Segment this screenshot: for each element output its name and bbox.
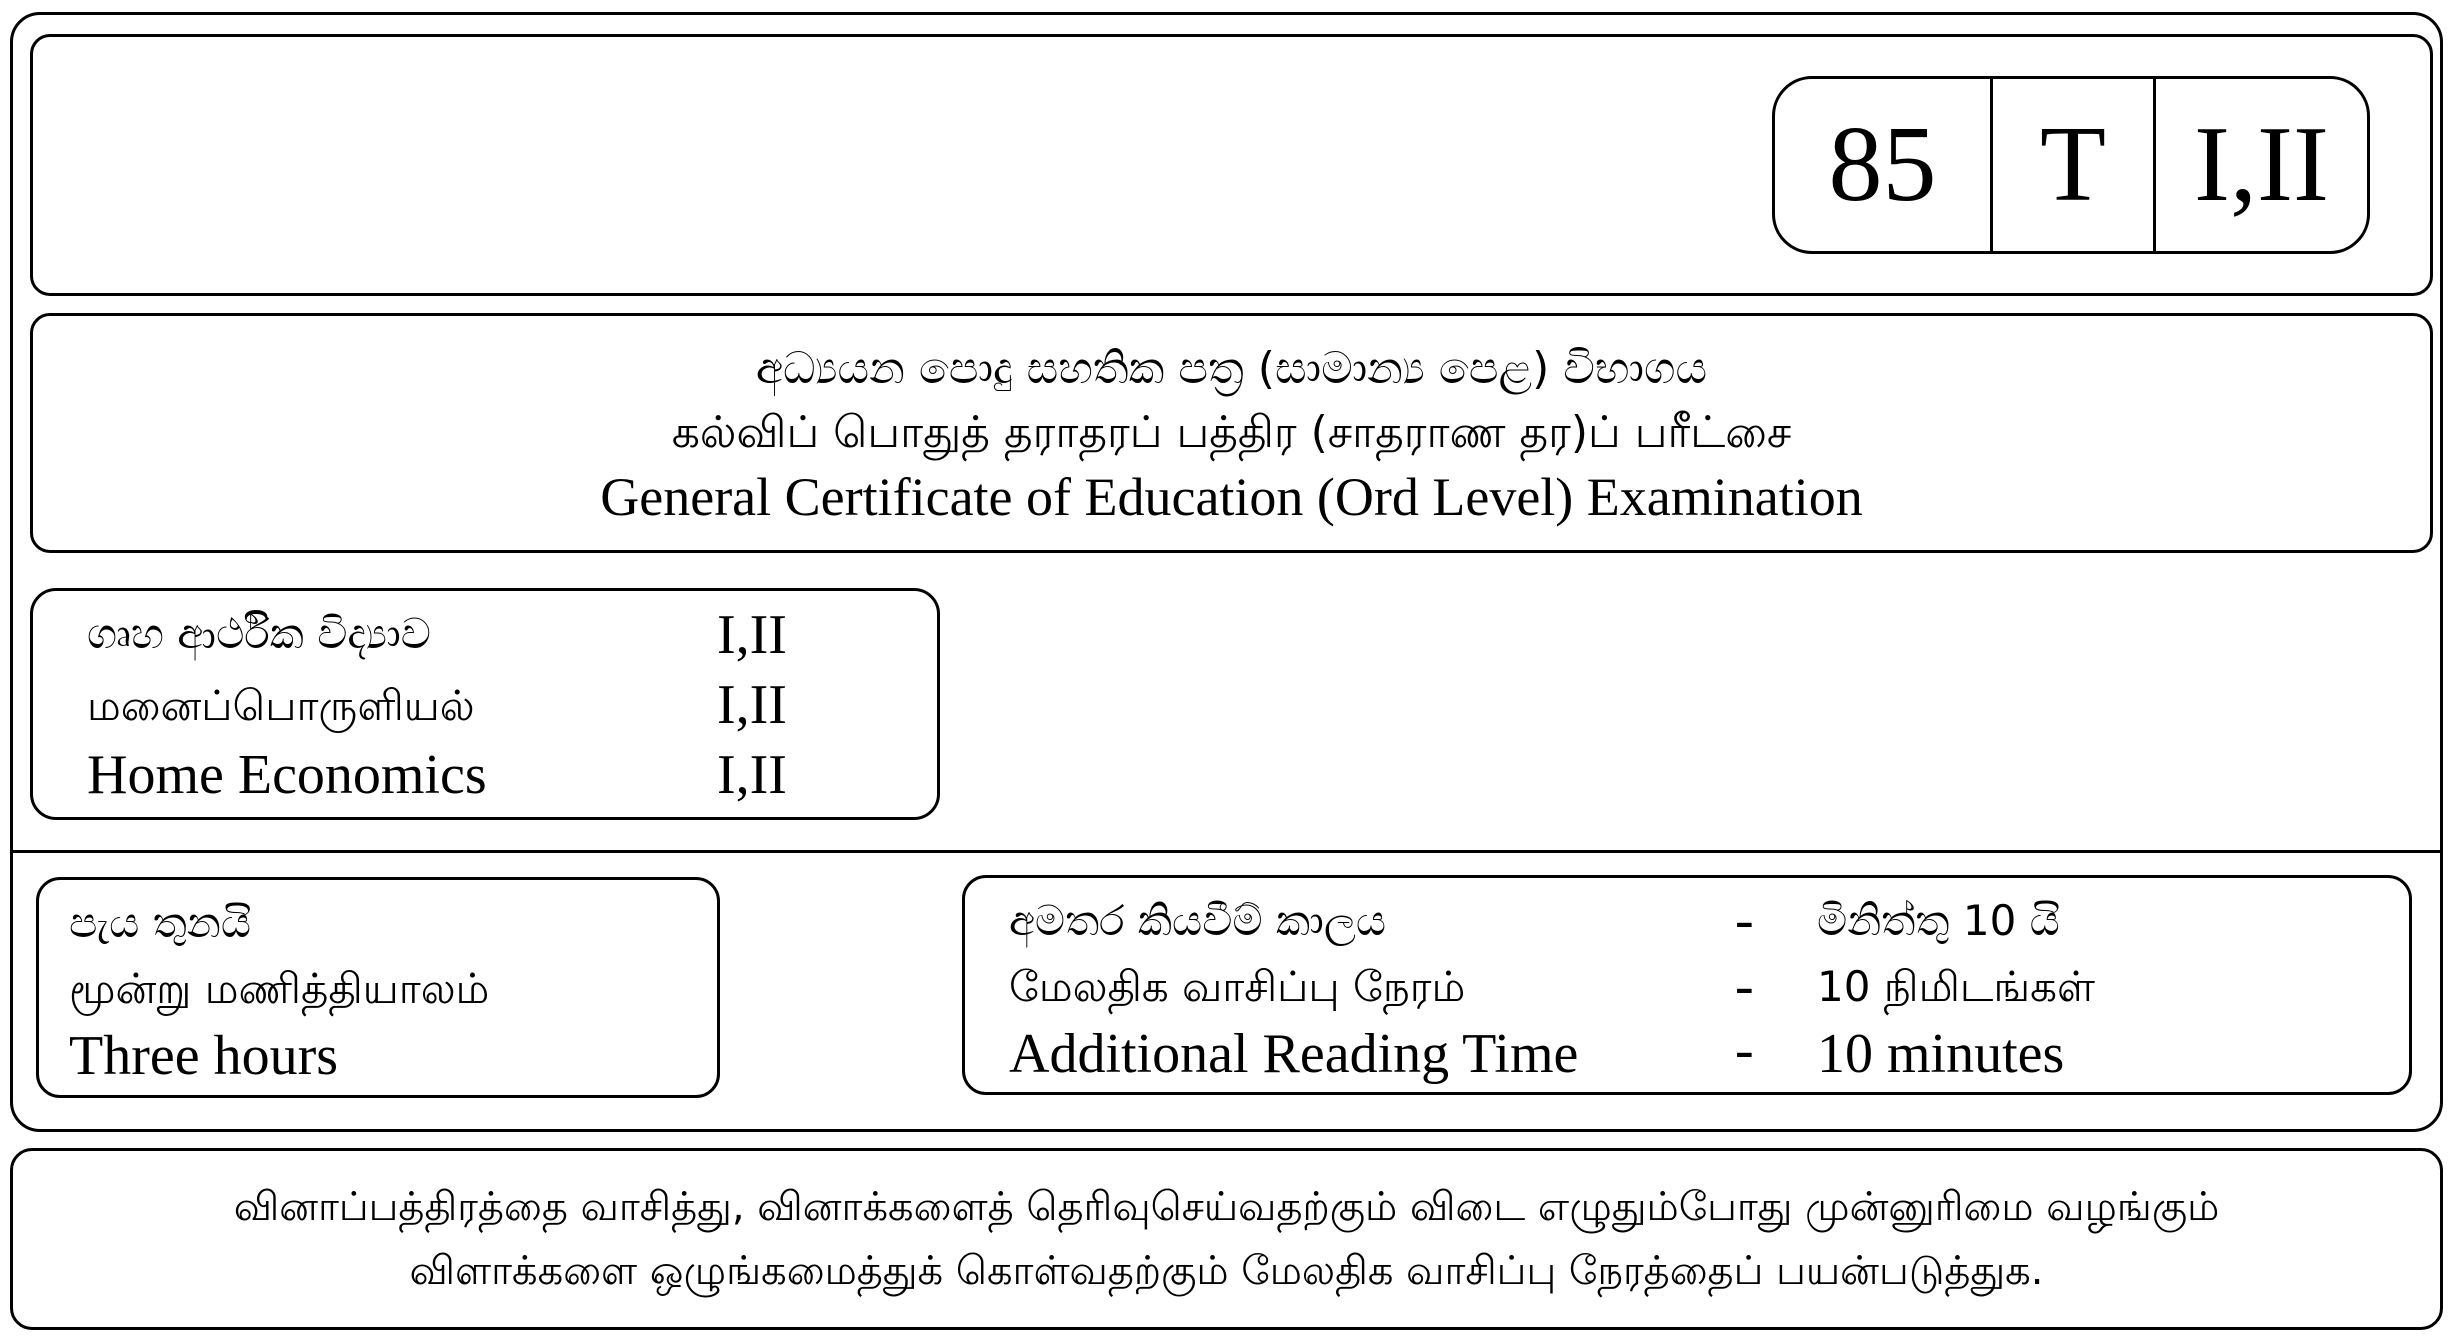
instructions-panel	[10, 1148, 2443, 1330]
divider-line	[10, 850, 2443, 853]
reading-label-tamil: மேலதிக வாசிப்பு நேரம்	[1009, 962, 1466, 1011]
reading-separator-english: -	[1735, 1019, 1754, 1081]
subject-papers-english: I,II	[717, 744, 787, 806]
reading-separator-sinhala: -	[1735, 889, 1754, 951]
reading-value-english: 10 minutes	[1817, 1023, 2065, 1085]
subject-papers-tamil: I,II	[717, 674, 787, 736]
paper-code-box	[1772, 76, 2370, 254]
subject-english: Home Economics	[87, 744, 487, 806]
duration-tamil: மூன்று மணித்தியாலம்	[69, 964, 490, 1013]
exam-title-english: General Certificate of Education (Ord Level) Examination	[600, 467, 1863, 527]
medium-code: T	[1993, 79, 2156, 251]
subject-papers-sinhala: I,II	[717, 604, 787, 666]
duration-sinhala: පැය තුනයි	[69, 898, 252, 947]
exam-title-panel	[30, 313, 2433, 553]
subject-sinhala: ගෘහ ආර්ථික විද්‍යාව	[87, 609, 431, 658]
reading-time-panel	[962, 875, 2412, 1095]
reading-value-sinhala: මිනිත්තු 10 යි	[1817, 896, 2060, 945]
paper-numbers: I,II	[2194, 105, 2329, 224]
reading-label-english: Additional Reading Time	[1009, 1023, 1579, 1085]
subject-panel	[30, 588, 940, 820]
subject-tamil: மனைப்பொருளியல்	[87, 681, 475, 730]
instructions-line-1: வினாப்பத்திரத்தை வாசித்து, வினாக்களைத் தெரிவுசெய்வதற்கும் விடை எழுதும்போது முன்னுரிமை வழங்கும்	[233, 1184, 2220, 1230]
reading-separator-tamil: -	[1735, 955, 1754, 1017]
reading-label-sinhala: අමතර කියවීම් කාලය	[1009, 896, 1387, 945]
exam-title-tamil: கல்விப் பொதுத் தராதரப் பத்திர (சாதராண தர)ப் பரீட்சை	[671, 407, 1792, 458]
reading-value-tamil: 10 நிமிடங்கள்	[1817, 962, 2095, 1011]
duration-panel	[36, 877, 720, 1098]
duration-english: Three hours	[69, 1025, 339, 1087]
instructions-line-2: விளாக்களை ஒழுங்கமைத்துக் கொள்வதற்கும் மேலதிக வாசிப்பு நேரத்தைப் பயன்படுத்துக.	[409, 1248, 2044, 1294]
subject-number: 85	[1775, 79, 1993, 251]
exam-title-sinhala: අධ්‍යයන පොදු සහතික පත්‍ර (සාමාන්‍ය පෙළ) විභාගය	[755, 343, 1708, 394]
